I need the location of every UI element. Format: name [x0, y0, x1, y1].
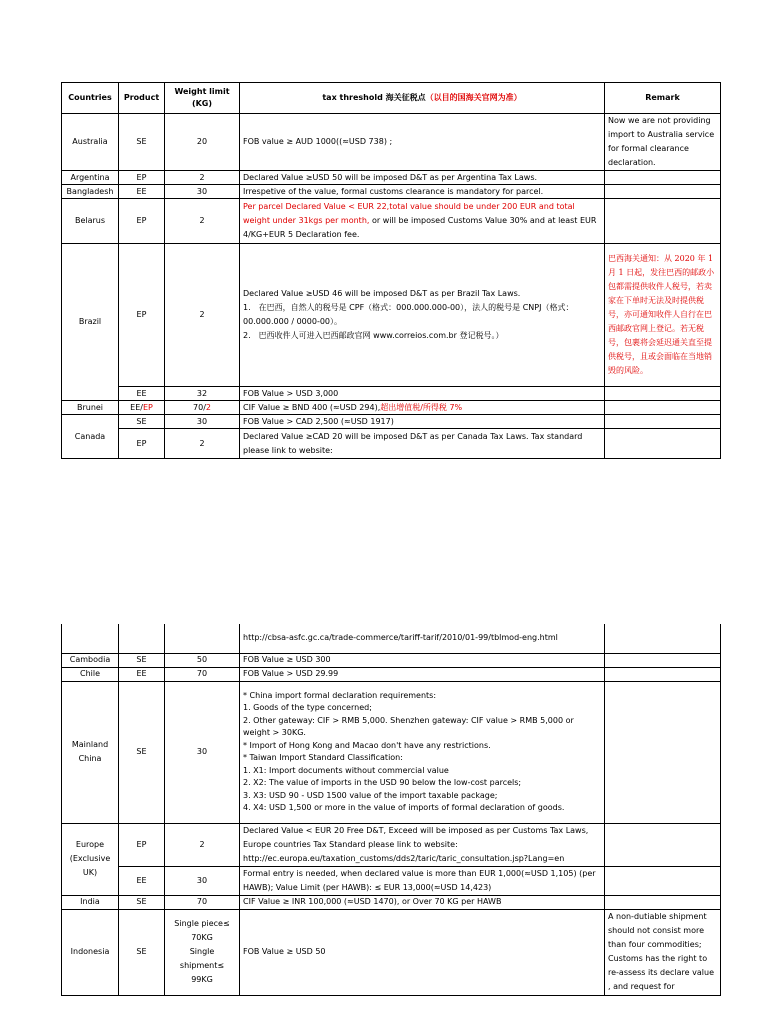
table-row-canada-ep — [62, 429, 721, 459]
country-cell: Bangladesh — [62, 185, 119, 199]
threshold-cell: FOB Value > USD 3,000 — [240, 387, 605, 401]
remark-cell: Now we are not providing import to Australia service for formal clearance declaration. — [605, 114, 721, 171]
weight-cell: 30 — [165, 681, 240, 823]
header-weight-limit: Weight limit (KG) — [165, 83, 240, 114]
remark-cell: A non-dutiable shipment should not consist more than four commodities; Customs has the right to re-assess its declare value , and request for — [605, 909, 721, 995]
header-tax-threshold-cn: 海关征税点 — [385, 93, 426, 102]
remark-cell — [605, 401, 721, 415]
country-cell: Belarus — [62, 199, 119, 244]
country-cell: Argentina — [62, 171, 119, 185]
remark-cell — [605, 199, 721, 244]
weight-cell: 2 — [165, 244, 240, 387]
table-row-mainland-china — [62, 681, 721, 823]
threshold-cell: Irrespetive of the value, formal customs clearance is mandatory for parcel. — [240, 185, 605, 199]
country-cell — [62, 624, 119, 653]
product-cell: EP — [119, 429, 165, 459]
remark-cell — [605, 415, 721, 429]
product-cell: SE — [119, 909, 165, 995]
weight-cell: 50 — [165, 653, 240, 667]
weight-cell: 32 — [165, 387, 240, 401]
table-row-brunei — [62, 401, 721, 415]
remark-cell — [605, 823, 721, 866]
weight-cell: 30 — [165, 185, 240, 199]
table-row-brazil-ee — [62, 387, 721, 401]
weight-cell: 30 — [165, 415, 240, 429]
threshold-red-text: 超出增值税/所得税 7% — [380, 402, 463, 412]
country-cell: Canada — [62, 415, 119, 459]
header-remark: Remark — [605, 83, 721, 114]
product-ee: EE/ — [130, 402, 143, 412]
table-row-bangladesh — [62, 185, 721, 199]
header-tax-threshold — [240, 83, 605, 114]
product-cell: SE — [119, 415, 165, 429]
header-tax-threshold-note: （以目的国海关官网为准） — [425, 93, 522, 102]
remark-cell — [605, 429, 721, 459]
table-row-brazil-ep — [62, 244, 721, 387]
remark-cell — [605, 895, 721, 909]
threshold-cell: FOB Value ≥ USD 300 — [240, 653, 605, 667]
remark-cell — [605, 624, 721, 653]
threshold-url-cell: http://cbsa-asfc.gc.ca/trade-commerce/tariff-tarif/2010/01-99/tblmod-eng.html — [240, 624, 605, 653]
product-cell: EP — [119, 199, 165, 244]
table-header-row — [62, 83, 721, 114]
product-cell: SE — [119, 895, 165, 909]
weight-cell: 2 — [165, 199, 240, 244]
weight-cell: 30 — [165, 866, 240, 895]
threshold-cell: Declared Value < EUR 20 Free D&T, Exceed will be imposed as per Customs Tax Laws, Europe countries Tax Standard please link to website: http://ec.europa.eu/taxation_customs/dds2/taric/taric_consultation.jsp?Lang=en — [240, 823, 605, 866]
weight-cell: 2 — [165, 823, 240, 866]
table-row-canada-continued — [62, 624, 721, 653]
threshold-cell: Declared Value ≥CAD 20 will be imposed D&T as per Canada Tax Laws. Tax standard please link to website: — [240, 429, 605, 459]
product-cell: EE — [119, 866, 165, 895]
header-countries: Countries — [62, 83, 119, 114]
threshold-cell: * China import formal declaration requirements: 1. Goods of the type concerned; 2. Other gateway: CIF > RMB 5,000. Shenzhen gateway: CIF value > RMB 5,000 or weight > 30KG. * Import of Hong Kong and Macao don't have any restrictions. * Taiwan Import Standard Classification: 1. X1: Import documents without commercial value 2. X2: The value of imports in the USD 90 below the low-cost parcels; 3. X3: USD 90 - USD 1500 value of the import taxable package; 4. X4: USD 1,500 or more in the value of imports of formal declaration of goods. — [240, 681, 605, 823]
weight-cell: 20 — [165, 114, 240, 171]
threshold-cell: Formal entry is needed, when declared value is more than EUR 1,000(≈USD 1,105) (per HAWB); Value Limit (per HAWB): ≤ EUR 13,000(≈USD 14,423) — [240, 866, 605, 895]
product-cell: EE — [119, 185, 165, 199]
product-cell: SE — [119, 114, 165, 171]
country-cell: Cambodia — [62, 653, 119, 667]
weight-ee: 70/ — [193, 402, 206, 412]
weight-cell — [165, 401, 240, 415]
country-cell: Mainland China — [62, 681, 119, 823]
threshold-red-text: Per parcel Declared Value < EUR 22,total value should be under 200 EUR and total weight under 31kgs per month, — [243, 202, 575, 225]
threshold-cell: FOB Value ≥ USD 50 — [240, 909, 605, 995]
table-row-europe-ee — [62, 866, 721, 895]
country-cell: India — [62, 895, 119, 909]
remark-cell — [605, 185, 721, 199]
threshold-cell: Declared Value ≥USD 50 will be imposed D&T as per Argentina Tax Laws. — [240, 171, 605, 185]
threshold-text: CIF Value ≥ BND 400 (≈USD 294), — [243, 402, 381, 412]
threshold-line: Declared Value ≥USD 46 will be imposed D&T as per Brazil Tax Laws. — [243, 289, 521, 298]
remark-cell — [605, 681, 721, 823]
weight-ep: 2 — [205, 402, 211, 412]
threshold-cell: FOB Value > USD 29.99 — [240, 667, 605, 681]
product-cell: SE — [119, 681, 165, 823]
remark-cell — [605, 667, 721, 681]
country-cell: Brunei — [62, 401, 119, 415]
weight-cell — [165, 624, 240, 653]
product-cell: EP — [119, 823, 165, 866]
threshold-cell: CIF Value ≥ INR 100,000 (≈USD 1470), or Over 70 KG per HAWB — [240, 895, 605, 909]
product-cell — [119, 401, 165, 415]
weight-cell: Single piece≤ 70KG Single shipment≤ 99KG — [165, 909, 240, 995]
customs-table-top — [61, 82, 721, 459]
country-cell: Europe (Exclusive UK) — [62, 823, 119, 895]
remark-cell: 巴西海关通知：从 2020 年 1 月 1 日起，发往巴西的邮政小包都需提供收件人税号，若卖家在下单时无法及时提供税号，亦可通知收件人自行在巴西邮政官网上登记。若无税号，包裹将会延迟通关直至提供税号，且或会面临在当地销毁的风险。 — [605, 244, 721, 387]
weight-cell: 70 — [165, 667, 240, 681]
product-ep: EP — [142, 402, 153, 412]
table-row-chile — [62, 667, 721, 681]
remark-cell — [605, 653, 721, 667]
table-row-cambodia — [62, 653, 721, 667]
weight-cell: 2 — [165, 171, 240, 185]
weight-cell: 2 — [165, 429, 240, 459]
product-cell: EE — [119, 387, 165, 401]
product-cell: EE — [119, 667, 165, 681]
threshold-line: 2. 巴西收件人可进入巴西邮政官网 www.correios.com.br 登记税号。） — [243, 331, 504, 340]
threshold-cell: FOB value ≥ AUD 1000((≈USD 738) ; — [240, 114, 605, 171]
product-cell: EP — [119, 244, 165, 387]
threshold-cell — [240, 244, 605, 387]
product-cell: EP — [119, 171, 165, 185]
threshold-cell — [240, 199, 605, 244]
table-row-australia — [62, 114, 721, 171]
header-tax-threshold-en: tax threshold — [322, 93, 383, 102]
country-cell: Indonesia — [62, 909, 119, 995]
remark-cell — [605, 387, 721, 401]
table-row-argentina — [62, 171, 721, 185]
country-cell: Australia — [62, 114, 119, 171]
country-cell: Chile — [62, 667, 119, 681]
threshold-cell — [240, 401, 605, 415]
weight-cell: 70 — [165, 895, 240, 909]
country-cell: Brazil — [62, 244, 119, 401]
table-row-canada-se — [62, 415, 721, 429]
table-row-india — [62, 895, 721, 909]
product-cell: SE — [119, 653, 165, 667]
table-row-indonesia — [62, 909, 721, 995]
remark-cell — [605, 866, 721, 895]
header-product: Product — [119, 83, 165, 114]
customs-table-bottom — [61, 624, 721, 996]
table-row-europe-ep — [62, 823, 721, 866]
threshold-cell: FOB Value > CAD 2,500 (≈USD 1917) — [240, 415, 605, 429]
remark-cell — [605, 171, 721, 185]
product-cell — [119, 624, 165, 653]
threshold-line: 1. 在巴西，自然人的税号是 CPF（格式：000.000.000-00），法人的税号是 CNPJ（格式：00.000.000 / 0000-00）。 — [243, 303, 574, 326]
table-row-belarus — [62, 199, 721, 244]
threshold-black-text: or will be imposed Customs Value 30% and at least EUR 4/KG+EUR 5 Declaration fee. — [243, 216, 597, 239]
